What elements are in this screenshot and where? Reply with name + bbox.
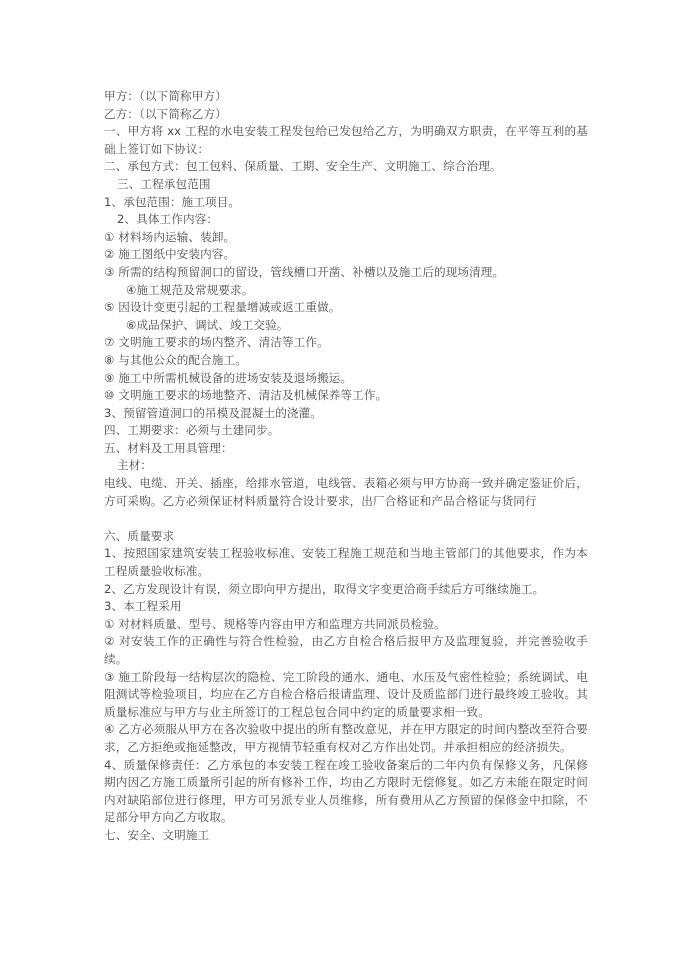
quality-item-04: ④ 乙方必须服从甲方在各次验收中提出的所有整改意见，并在甲方限定的时间内整改至符合要求，乙方拒绝或拖延整改，甲方视情节轻重有权对乙方作出处罚。并承担相应的经济损失。 xyxy=(104,722,588,754)
section-spacer xyxy=(104,510,588,528)
work-item-06: ⑥成品保护、调试、竣工交验。 xyxy=(126,317,289,332)
work-item-10: ⑩ 文明施工要求的场地整齐、清洁及机械保养等工作。 xyxy=(104,388,388,403)
work-item-09: ⑨ 施工中所需机械设备的进场安装及退场搬运。 xyxy=(104,370,353,385)
work-item-08: ⑧ 与其他公众的配合施工。 xyxy=(104,352,247,367)
work-item-03: ③ 所需的结构预留洞口的留设，管线槽口开凿、补槽以及施工后的现场清理。 xyxy=(104,264,505,279)
clause-3-item-3: 3、预留管道洞口的吊模及混凝土的浇灌。 xyxy=(104,405,322,420)
quality-item-03: ③ 施工阶段每一结构层次的隐检、完工阶段的通水、通电、水压及气密性检验；系统调试、电阻测试等检验项目，均应在乙方自检合格后报请监理、设计及质监部门进行最终竣工验收。其质量标准应与甲方与业主所签订的工程总包合同中约定的质量要求相一致。 xyxy=(104,669,588,719)
contract-text-body xyxy=(104,88,588,845)
clause-6-item-2: 2、乙方发现设计有误，须立即向甲方提出，取得文字变更洽商手续后方可继续施工。 xyxy=(104,581,545,596)
clause-6-item-4: 4、质量保修责任：乙方承包的本安装工程在竣工验收备案后的二年内负有保修义务，凡保修期内因乙方施工质量所引起的所有修补工作，均由乙方限时无偿修复。如乙方未能在限定时间内对缺陷部位进行修理，甲方可另派专业人员维修，所有费用从乙方预留的保修金中扣除，不足部分甲方向乙方收取。 xyxy=(104,757,588,825)
clause-2-paragraph: 二、承包方式：包工包料、保质量、工期、安全生产、文明施工、综合治理。 xyxy=(104,159,502,174)
work-item-07: ⑦ 文明施工要求的场内整齐、清洁等工作。 xyxy=(104,335,329,350)
clause-4-paragraph: 四、工期要求：必须与土建同步。 xyxy=(104,423,280,438)
quality-item-01: ① 对材料质量、型号、规格等内容由甲方和监理方共同派员检验。 xyxy=(104,616,446,631)
clause-5-subheading: 主材： xyxy=(117,458,153,473)
clause-5-body: 电线、电缆、开关、插座，给排水管道，电线管、表箱必须与甲方协商一致并确定鉴证价后，方可采购。乙方必须保证材料质量符合设计要求，出厂合格证和产品合格证与货同行 xyxy=(104,476,588,508)
clause-6-item-3: 3、本工程采用 xyxy=(104,599,182,614)
party-a-line: 甲方：（以下简称甲方） xyxy=(104,89,227,103)
work-item-04: ④施工规范及常规要求。 xyxy=(126,282,254,297)
work-item-02: ② 施工图纸中安装内容。 xyxy=(104,247,236,262)
clause-5-title: 五、材料及工用具管理： xyxy=(104,440,233,455)
clause-3-item-1: 1、承包范围：施工项目。 xyxy=(104,194,241,209)
clause-1-paragraph: 一、甲方将 xx 工程的水电安装工程发包给已发包给乙方，为明确双方职责，在平等互利的基础上签订如下协议： xyxy=(104,124,588,156)
clause-3-title: 三、工程承包范围 xyxy=(117,176,211,191)
quality-item-02: ② 对安装工作的正确性与符合性检验，由乙方自检合格后报甲方及监理复验，并完善验收手续。 xyxy=(104,634,588,666)
clause-3-item-2: 2、具体工作内容： xyxy=(117,212,219,227)
party-b-line: 乙方：（以下简称乙方） xyxy=(104,106,227,121)
clause-6-item-1: 1、按照国家建筑安装工程验收标准、安装工程施工规范和当地主管部门的其他要求，作为本工程质量验收标准。 xyxy=(104,546,588,579)
clause-7-title: 七、安全、文明施工 xyxy=(104,827,210,842)
clause-6-title: 六、质量要求 xyxy=(104,528,175,543)
work-item-01: ① 材料场内运输、装卸。 xyxy=(104,229,236,244)
work-item-05: ⑤ 因设计变更引起的工程量增减或返工重做。 xyxy=(104,300,341,315)
